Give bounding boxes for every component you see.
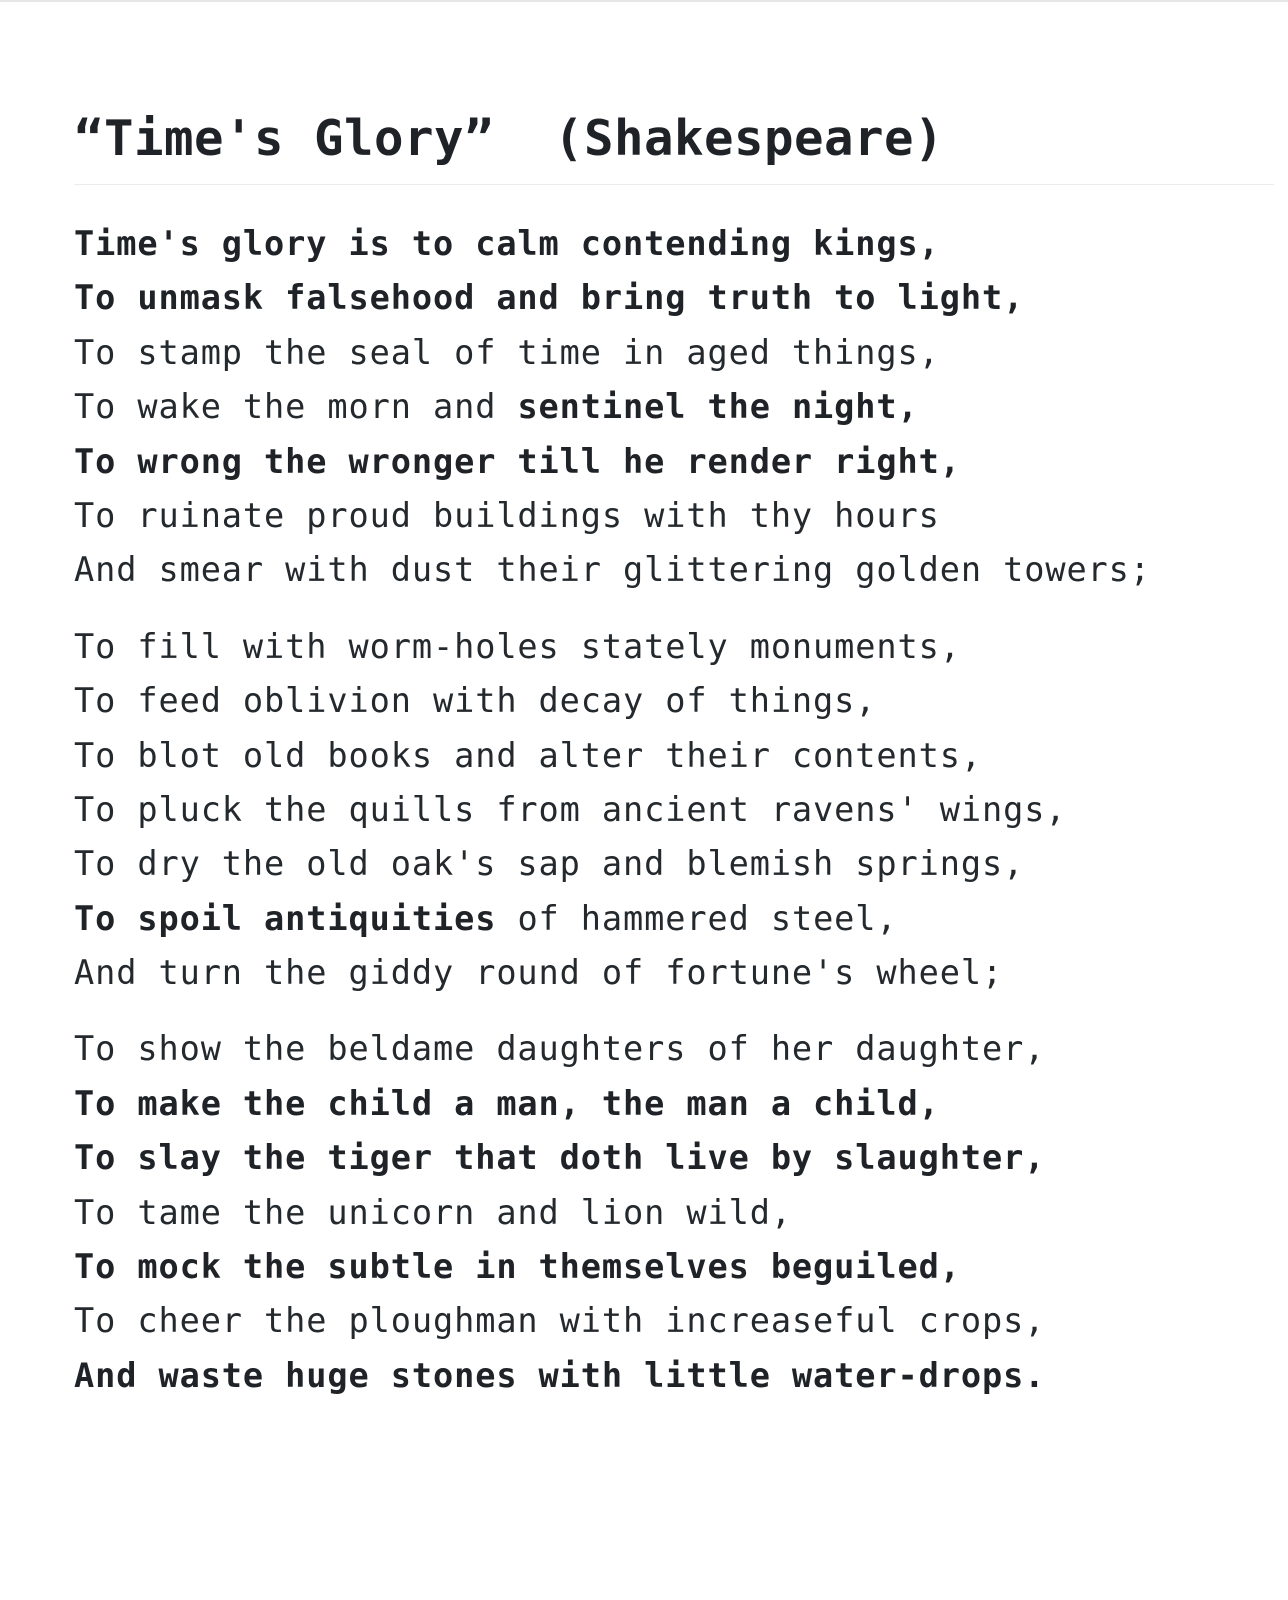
line-text: To fill with worm-holes stately monuments,	[74, 626, 961, 666]
top-divider	[0, 0, 1288, 2]
line-text: To wake the morn and	[74, 387, 518, 427]
line-text: To cheer the ploughman with increaseful crops,	[74, 1301, 1046, 1341]
line-text: To feed oblivion with decay of things,	[74, 681, 877, 721]
poem-line	[74, 380, 1274, 434]
poem-line	[74, 1349, 1274, 1403]
poem-line	[74, 892, 1274, 946]
poem-line	[74, 1240, 1274, 1294]
line-text-bold: To spoil antiquities	[74, 898, 497, 938]
line-text: To show the beldame daughters of her daughter,	[74, 1029, 1046, 1069]
stanza-3	[74, 1022, 1274, 1403]
line-text-bold: sentinel the night,	[517, 387, 919, 427]
poem-line	[74, 946, 1274, 1000]
line-text: And smear with dust their glittering golden towers;	[74, 550, 1151, 590]
line-text: And waste huge stones with little water-drops.	[74, 1355, 1046, 1395]
poem-line	[74, 326, 1274, 380]
poem-line	[74, 729, 1274, 783]
poem-line	[74, 674, 1274, 728]
line-text: To dry the old oak's sap and blemish springs,	[74, 844, 1025, 884]
line-text: Time's glory is to calm contending kings,	[74, 224, 940, 263]
line-text: To make the child a man, the man a child,	[74, 1083, 940, 1123]
line-text: To pluck the quills from ancient ravens' wings,	[74, 789, 1067, 829]
poem-line	[74, 1022, 1274, 1076]
line-text: To ruinate proud buildings with thy hours	[74, 495, 940, 535]
line-text: of hammered steel,	[496, 898, 898, 938]
document-page	[74, 108, 1274, 1403]
poem-line	[74, 620, 1274, 674]
poem-line	[74, 489, 1274, 543]
line-text: To mock the subtle in themselves beguiled,	[74, 1247, 961, 1287]
poem-line	[74, 271, 1274, 325]
poem-line	[74, 1077, 1274, 1131]
line-text: To slay the tiger that doth live by slaughter,	[74, 1138, 1046, 1178]
line-text: And turn the giddy round of fortune's wheel;	[74, 953, 1004, 993]
poem-line	[74, 217, 1274, 271]
line-text: To tame the unicorn and lion wild,	[74, 1192, 792, 1232]
poem-line	[74, 435, 1274, 489]
line-text: To stamp the seal of time in aged things,	[74, 332, 940, 372]
line-text: To wrong the wronger till he render right,	[74, 441, 961, 481]
poem-line	[74, 543, 1274, 597]
line-text: To unmask falsehood and bring truth to light,	[74, 278, 1025, 318]
line-text: To blot old books and alter their contents,	[74, 735, 982, 775]
poem-line	[74, 783, 1274, 837]
stanza-2	[74, 620, 1274, 1001]
poem-line	[74, 1131, 1274, 1185]
poem-line	[74, 837, 1274, 891]
poem-title: “Time's Glory” (Shakespeare)	[74, 108, 1274, 185]
stanza-1	[74, 217, 1274, 598]
poem-line	[74, 1186, 1274, 1240]
poem-line	[74, 1294, 1274, 1348]
